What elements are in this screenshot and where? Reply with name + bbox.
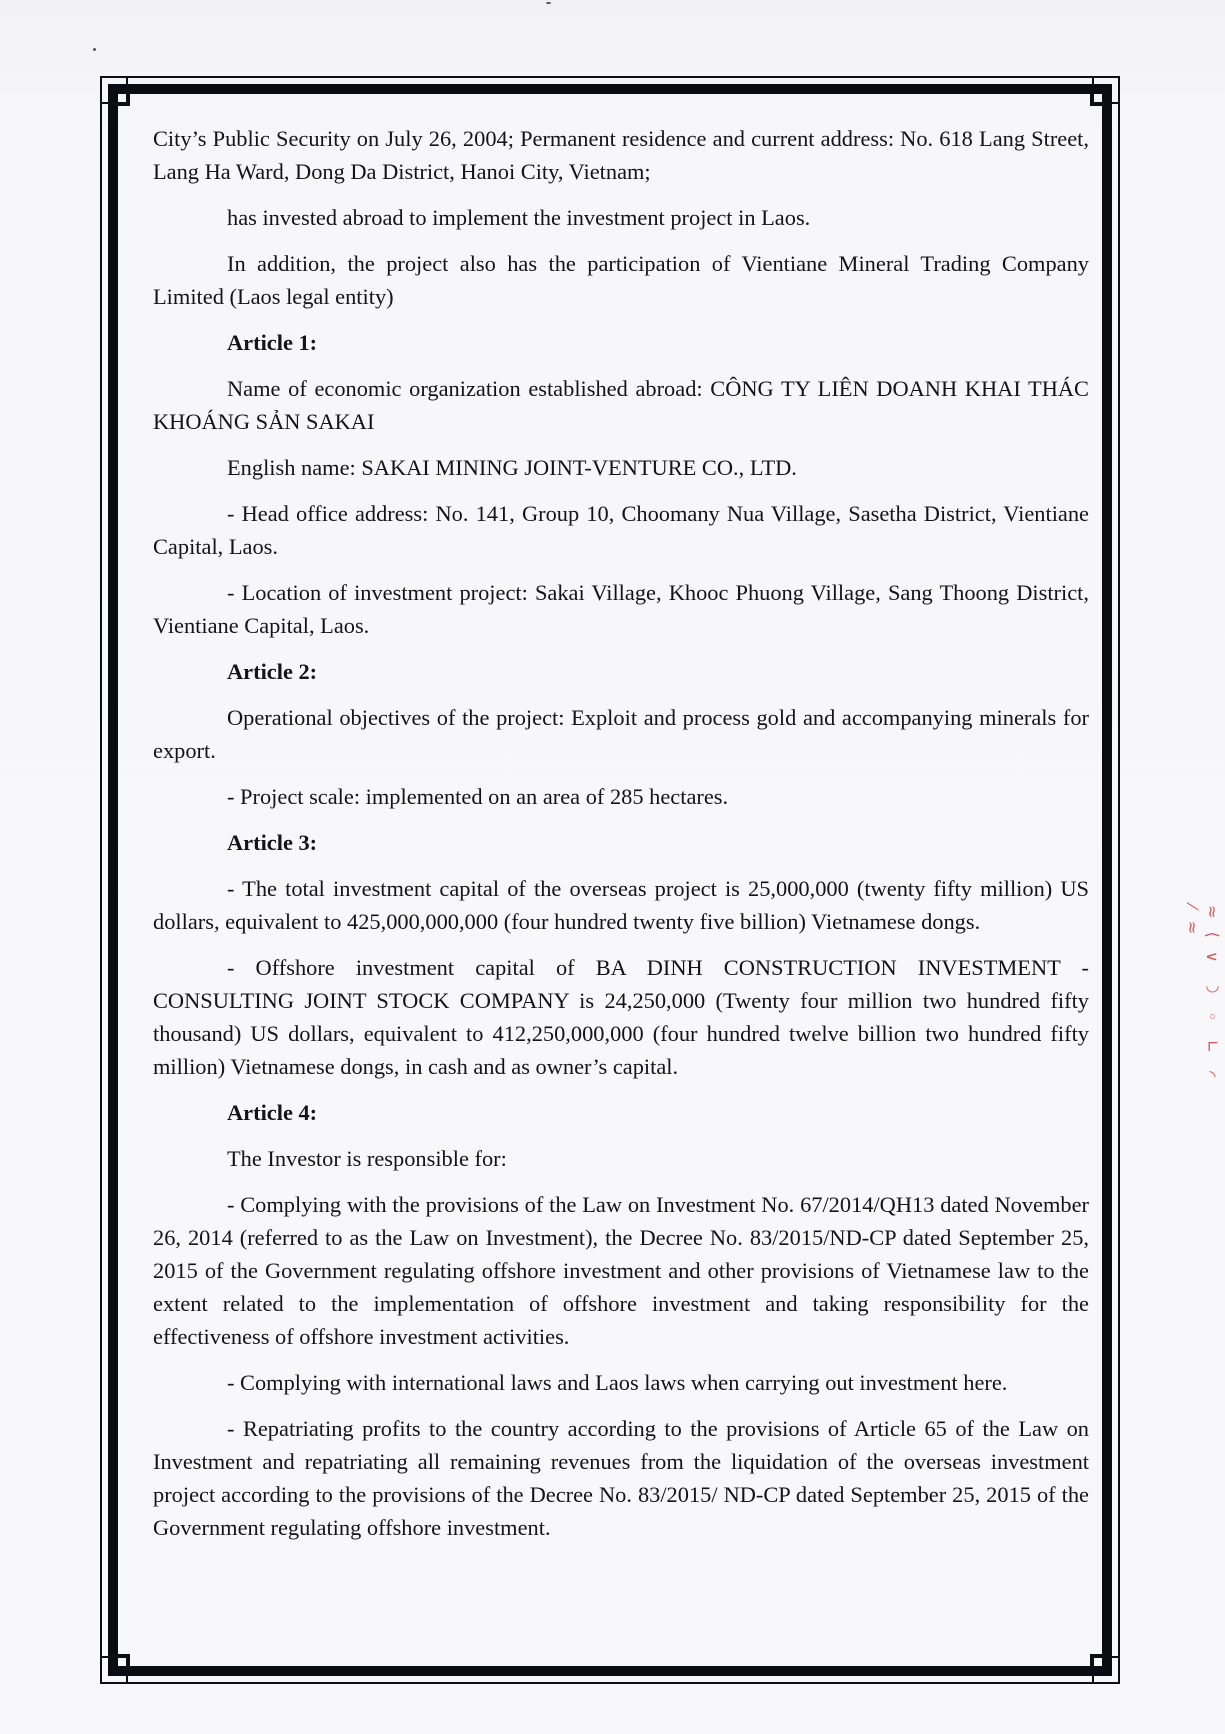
border-corner-ornament-bottom-left <box>96 1650 134 1688</box>
paragraph-head-office: - Head office address: No. 141, Group 10, Choomany Nua Village, Sasetha District, Vientiane Capital, Laos. <box>153 501 1089 559</box>
paragraph-participation: In addition, the project also has the participation of Vientiane Mineral Trading Company Limited (Laos legal entity) <box>153 251 1089 309</box>
border-corner-ornament-top-right <box>1086 72 1124 110</box>
paragraph-objectives: Operational objectives of the project: Exploit and process gold and accompanying minerals for export. <box>153 705 1089 763</box>
article-2-heading: Article 2: <box>227 659 318 684</box>
paragraph-address-continuation: City’s Public Security on July 26, 2004; Permanent residence and current address: No. 618 Lang Street, Lang Ha Ward, Dong Da District, Hanoi City, Vietnam; <box>153 126 1089 184</box>
article-1-heading: Article 1: <box>227 330 318 355</box>
paragraph-international-laws: - Complying with international laws and Laos laws when carrying out investment here. <box>227 1370 1008 1395</box>
paragraph-invested-abroad: has invested abroad to implement the investment project in Laos. <box>227 205 811 230</box>
article-4-heading: Article 4: <box>227 1100 318 1125</box>
paragraph-offshore-capital: - Offshore investment capital of BA DINH CONSTRUCTION INVESTMENT - CONSULTING JOINT STOCK COMPANY is 24,250,000 (Twenty four million two hundred fifty thousand) US dollars, equivalent to 412,250,000,000 (four hundred twelve billion two hundred fifty million) Vietnamese dongs, in cash and as owner’s capital. <box>153 955 1089 1079</box>
paragraph-project-scale: - Project scale: implemented on an area of 285 hectares. <box>227 784 729 809</box>
document-body <box>153 122 1089 1557</box>
paragraph-organization-name: Name of economic organization established abroad: CÔNG TY LIÊN DOANH KHAI THÁC KHOÁNG SẢN SAKAI <box>153 376 1089 434</box>
scan-speck <box>93 48 96 51</box>
paragraph-project-location: - Location of investment project: Sakai Village, Khooc Phuong Village, Sang Thoong District, Vientiane Capital, Laos. <box>153 580 1089 638</box>
scan-speck <box>546 2 551 4</box>
paragraph-law-compliance: - Complying with the provisions of the Law on Investment No. 67/2014/QH13 dated November 26, 2014 (referred to as the Law on Investment), the Decree No. 83/2015/ND-CP dated September 25, 2015 of the Government regulating offshore investment and other provisions of Vietnamese law to the extent related to the implementation of offshore investment and taking responsibility for the effectiveness of offshore investment activities. <box>153 1192 1089 1349</box>
article-3-heading: Article 3: <box>227 830 318 855</box>
paragraph-total-capital: - The total investment capital of the overseas project is 25,000,000 (twenty fifty million) US dollars, equivalent to 425,000,000,000 (four hundred twenty five billion) Vietnamese dongs. <box>153 876 1089 934</box>
paragraph-repatriating-profits: - Repatriating profits to the country according to the provisions of Article 65 of the Law on Investment and repatriating all remaining revenues from the liquidation of the overseas investment project according to the provisions of the Decree No. 83/2015/ ND-CP dated September 25, 2015 of the Government regulating offshore investment. <box>153 1416 1089 1540</box>
border-corner-ornament-bottom-right <box>1086 1650 1124 1688</box>
paragraph-investor-responsible: The Investor is responsible for: <box>227 1146 507 1171</box>
border-corner-ornament-top-left <box>96 72 134 110</box>
paragraph-english-name: English name: SAKAI MINING JOINT-VENTURE CO., LTD. <box>227 455 797 480</box>
red-seal-stamp-fragment: ≈ ⟨ ∨ ◡ ◦ ∟ ◝ ⁄ ≈ <box>1183 905 1222 1090</box>
